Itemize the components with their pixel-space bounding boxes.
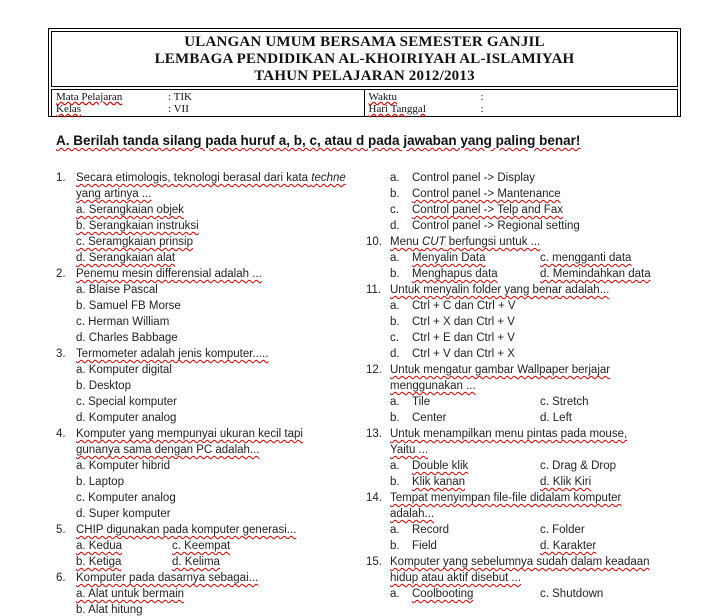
subject-value: : TIK bbox=[168, 91, 192, 103]
question-15-cont: hidup atau aktif disebut ... bbox=[390, 572, 522, 584]
class-label: Kelas bbox=[56, 103, 82, 115]
q3-option-a: a. Komputer digital bbox=[76, 364, 172, 376]
q12-options-ac: a. Tile c. Stretch bbox=[390, 396, 589, 408]
info-left bbox=[52, 90, 365, 116]
subject-label: Mata Pelajaran bbox=[56, 91, 123, 103]
exam-title-block bbox=[51, 31, 678, 87]
q15-option-c: c. Shutdown bbox=[540, 588, 604, 600]
question-5: 5. CHIP digunakan pada komputer generasi... bbox=[56, 524, 297, 536]
q9-option-d: d. Control panel -> Regional setting bbox=[390, 220, 580, 232]
question-6: 6. Komputer pada dasarnya sebagai... bbox=[56, 572, 259, 584]
q3-option-b: b. Desktop bbox=[76, 380, 131, 392]
q10-option-d: d. Memindahkan data bbox=[540, 268, 651, 280]
q13-options-bd: b. Klik kanan d. Klik Kiri bbox=[390, 476, 592, 488]
q12-option-b: Center bbox=[412, 412, 447, 424]
info-right bbox=[365, 90, 678, 116]
q13-option-a: Double klik bbox=[412, 460, 469, 472]
q10-options-ac: a. Menyalin Data c. mengganti data bbox=[390, 252, 632, 264]
q6-option-b: b. Alat hitung bbox=[76, 604, 143, 616]
q12-option-c: c. Stretch bbox=[540, 396, 589, 408]
q2-option-a: a. Blaise Pascal bbox=[76, 284, 158, 296]
exam-header bbox=[48, 28, 681, 117]
q13-options-ac: a. Double klik c. Drag & Drop bbox=[390, 460, 617, 472]
q3-option-d: d. Komputer analog bbox=[76, 412, 177, 424]
time-value: : bbox=[480, 91, 484, 103]
q14-option-d: d. Karakter bbox=[540, 540, 597, 552]
q14-option-c: c. Folder bbox=[540, 524, 585, 536]
q9-option-a: a. Control panel -> Display bbox=[390, 172, 536, 184]
q12-options-bd: b. Center d. Left bbox=[390, 412, 572, 424]
q14-options-ac: a. Record c. Folder bbox=[390, 524, 585, 536]
q15-option-a: Coolbooting bbox=[412, 588, 474, 600]
q1-option-c: c. Seramgkaian prinsip bbox=[76, 236, 193, 248]
question-15: 15. Komputer yang sebelumnya sudah dalam keadaan bbox=[366, 556, 650, 568]
date-label: Hari Tanggal bbox=[368, 103, 426, 115]
q12-option-d: d. Left bbox=[540, 412, 572, 424]
q13-option-d: d. Klik Kiri bbox=[540, 476, 592, 488]
q5-options-bd bbox=[56, 554, 376, 570]
question-12-cont: menggunakan ... bbox=[390, 380, 476, 392]
q5-option-b: b. Ketiga bbox=[76, 556, 122, 568]
q10-option-c: c. mengganti data bbox=[540, 252, 632, 264]
question-13: 13. Untuk menampilkan menu pintas pada mouse, bbox=[366, 428, 628, 440]
q2-option-d: d. Charles Babbage bbox=[76, 332, 178, 344]
class-value: : VII bbox=[168, 103, 189, 115]
q5-options-ac bbox=[56, 538, 376, 554]
question-4: 4. Komputer yang mempunyai ukuran kecil tapi bbox=[56, 428, 303, 440]
q15-options-ac: a. Coolbooting c. Shutdown bbox=[390, 588, 604, 600]
question-2: 2. Penemu mesin differensial adalah ... bbox=[56, 268, 262, 280]
question-1-cont: yang artinya ... bbox=[76, 188, 152, 200]
q1-option-b: b. Serangkaian instruksi bbox=[76, 220, 199, 232]
q11-option-a: a. Ctrl + C dan Ctrl + V bbox=[390, 300, 516, 312]
q9-option-b: b. Control panel -> Mantenance bbox=[390, 188, 561, 200]
question-11: 11. Untuk menyalin folder yang benar adalah... bbox=[366, 284, 610, 296]
q14-option-a: Record bbox=[412, 524, 450, 536]
q1-option-a: a. Serangkaian objek bbox=[76, 204, 185, 216]
question-14: 14. Tempat menyimpan file-file didalam komputer bbox=[366, 492, 622, 504]
q11-option-c: c. Ctrl + E dan Ctrl + V bbox=[390, 332, 515, 344]
question-1: 1. Secara etimologis, teknologi berasal dari kata techne bbox=[56, 172, 346, 184]
q12-option-a: Tile bbox=[412, 396, 431, 408]
q6-option-a: a. Alat untuk bermain bbox=[76, 588, 185, 600]
q3-option-c: c. Special komputer bbox=[76, 396, 177, 408]
q11-option-b: b. Ctrl + X dan Ctrl + V bbox=[390, 316, 515, 328]
exam-title-line2: LEMBAGA PENDIDIKAN AL-KHOIRIYAH AL-ISLAMIYAH bbox=[154, 51, 575, 67]
q4-option-c: c. Komputer analog bbox=[76, 492, 176, 504]
q5-option-d: d. Kelima bbox=[172, 556, 220, 568]
question-4-cont: gunanya sama dengan PC adalah... bbox=[76, 444, 260, 456]
exam-info-table bbox=[51, 89, 678, 117]
question-3: 3. Termometer adalah jenis komputer..... bbox=[56, 348, 269, 360]
q1-option-d: d. Serangkaian alat bbox=[76, 252, 176, 264]
q14-option-b: Field bbox=[412, 540, 437, 552]
q11-option-d: d. Ctrl + V dan Ctrl + X bbox=[390, 348, 515, 360]
q4-option-d: d. Super komputer bbox=[76, 508, 171, 520]
q2-option-b: b. Samuel FB Morse bbox=[76, 300, 181, 312]
q9-option-c: c. Control panel -> Telp and Fax bbox=[390, 204, 563, 216]
q10-option-a: Menyalin Data bbox=[412, 252, 486, 264]
section-a-instruction: A. Berilah tanda silang pada huruf a, b, c, atau d pada jawaban yang paling benar! bbox=[56, 133, 581, 148]
q5-option-a: a. Kedua bbox=[76, 540, 123, 552]
question-14-cont: adalah... bbox=[390, 508, 435, 520]
q5-option-c: c. Keempat bbox=[172, 540, 231, 552]
exam-title-line1: ULANGAN UMUM BERSAMA SEMESTER GANJIL bbox=[184, 34, 545, 50]
question-13-cont: Yaitu ... bbox=[390, 444, 429, 456]
q14-options-bd: b. Field d. Karakter bbox=[390, 540, 597, 552]
exam-title-line3: TAHUN PELAJARAN 2012/2013 bbox=[254, 68, 475, 84]
question-10: 10. Menu CUT berfungsi untuk ... bbox=[366, 236, 541, 248]
q4-option-b: b. Laptop bbox=[76, 476, 124, 488]
questions-left-column bbox=[56, 170, 376, 616]
q13-option-c: c. Drag & Drop bbox=[540, 460, 617, 472]
date-value: : bbox=[480, 103, 484, 115]
q4-option-a: a. Komputer hibrid bbox=[76, 460, 170, 472]
q13-option-b: Klik kanan bbox=[412, 476, 466, 488]
q2-option-c: c. Herman William bbox=[76, 316, 170, 328]
questions-right-column bbox=[366, 170, 696, 602]
question-12: 12. Untuk mengatur gambar Wallpaper berjajar bbox=[366, 364, 611, 376]
time-label: Waktu bbox=[368, 91, 397, 103]
q10-options-bd: b. Menghapus data d. Memindahkan data bbox=[390, 268, 651, 280]
q10-option-b: Menghapus data bbox=[412, 268, 498, 280]
